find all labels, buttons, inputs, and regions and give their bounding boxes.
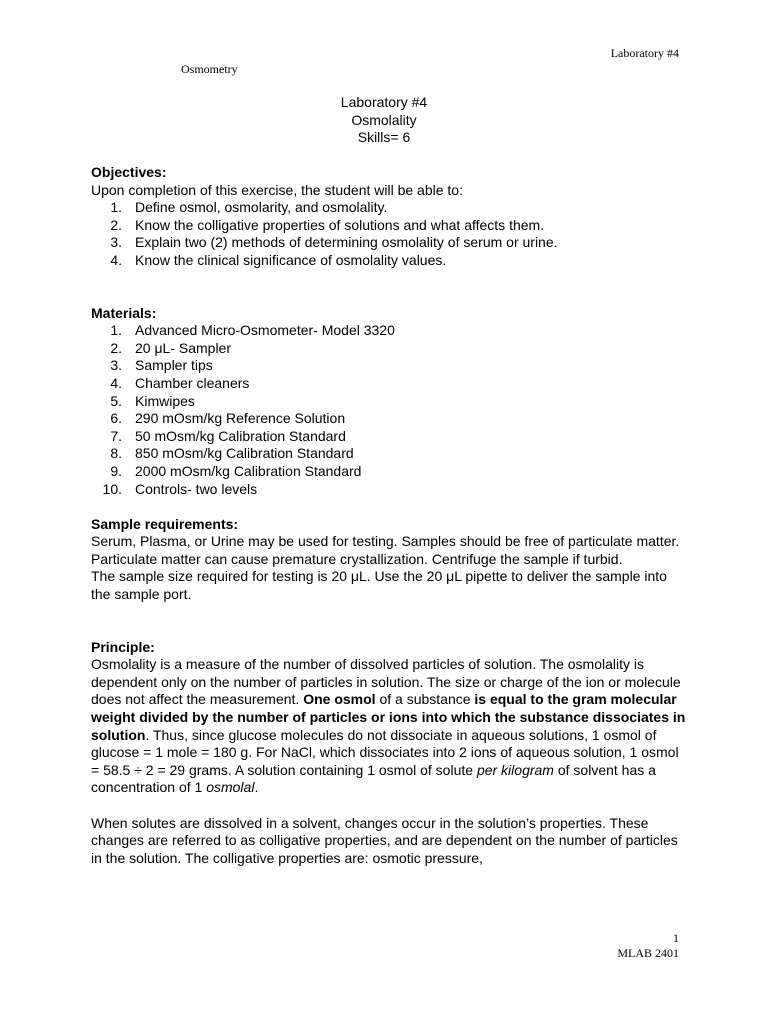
list-item: 1. Define osmol, osmolarity, and osmolality. [110, 199, 388, 216]
list-item: 7. 50 mOsm/kg Calibration Standard [110, 427, 346, 444]
list-item: 2. 20 μL- Sampler [110, 339, 231, 356]
list-item: 3. Sampler tips [110, 357, 213, 374]
list-item: 2. Know the colligative properties of solutions and what affects them. [110, 216, 545, 233]
title-block [0, 94, 768, 147]
principle-paragraph: Osmolality is a measure of the number of dissolved particles of solution. The osmolality is dependent only on the number of particles in solution. The size or charge of the ion or molecule does not affect the measurement. One osmol of a substance is equal to the gram molecular weight divided by the number of particles or ions into which the substance dissociates in solution. Thus, since glucose molecules do not dissociate in aqueous solutions, 1 osmol of glucose = 1 mole = 180 g. For NaCl, which dissociates into 2 ions of aqueous solution, 1 osmol = 58.5 ÷ 2 = 29 grams. A solution containing 1 osmol of solute per kilogram of solvent has a concentration of 1 osmolal. [91, 656, 686, 796]
sample-paragraph: Serum, Plasma, or Urine may be used for testing. Samples should be free of particulate matter. Particulate matter can cause premature crystallization. Centrifuge the sample if turbid. [91, 533, 680, 567]
title-lab: Laboratory #4 [340, 94, 428, 110]
materials-list [91, 322, 687, 498]
colligative-paragraph: When solutes are dissolved in a solvent, changes occur in the solution’s properties. These changes are referred to as colligative properties, and are dependent on the number of particles in the solution. The colligative properties are: osmotic pressure, [91, 814, 678, 866]
objectives-list [91, 199, 687, 269]
course-code: MLAB 2401 [617, 946, 679, 960]
osmol-term: One osmol [303, 691, 376, 708]
principle-heading: Principle: [91, 638, 155, 655]
list-item: 4. Chamber cleaners [110, 374, 250, 391]
sample-size-paragraph: The sample size required for testing is 20 μL. Use the 20 μL pipette to deliver the sample into the sample port. [91, 568, 667, 603]
list-item: 1. Advanced Micro-Osmometer- Model 3320 [110, 322, 395, 339]
list-item: 3. Explain two (2) methods of determining osmolality of serum or urine. [110, 234, 558, 251]
document-body [91, 164, 687, 867]
list-item: 6. 290 mOsm/kg Reference Solution [110, 410, 346, 427]
list-item: 5. Kimwipes [110, 392, 195, 409]
list-item: 4. Know the clinical significance of osmolality values. [110, 251, 447, 268]
list-item: 9. 2000 mOsm/kg Calibration Standard [110, 462, 362, 479]
title-skills: Skills= 6 [357, 129, 411, 145]
sample-requirements-heading: Sample requirements: [91, 515, 239, 532]
list-item: 8. 850 mOsm/kg Calibration Standard [110, 445, 354, 462]
header-topic: Osmometry [181, 62, 238, 76]
osmol-definition: is equal to the gram molecular weight divided by the number of particles or ions into which the substance dissociates in solution [91, 691, 686, 743]
title-subject: Osmolality [351, 111, 417, 128]
page-number: 1 [673, 931, 679, 945]
materials-heading: Materials: [91, 304, 157, 321]
header-lab-number: Laboratory #4 [610, 46, 679, 60]
objectives-heading: Objectives: [91, 164, 167, 180]
list-item: 10. Controls- two levels [102, 480, 258, 497]
objectives-intro: Upon completion of this exercise, the student will be able to: [91, 181, 463, 198]
